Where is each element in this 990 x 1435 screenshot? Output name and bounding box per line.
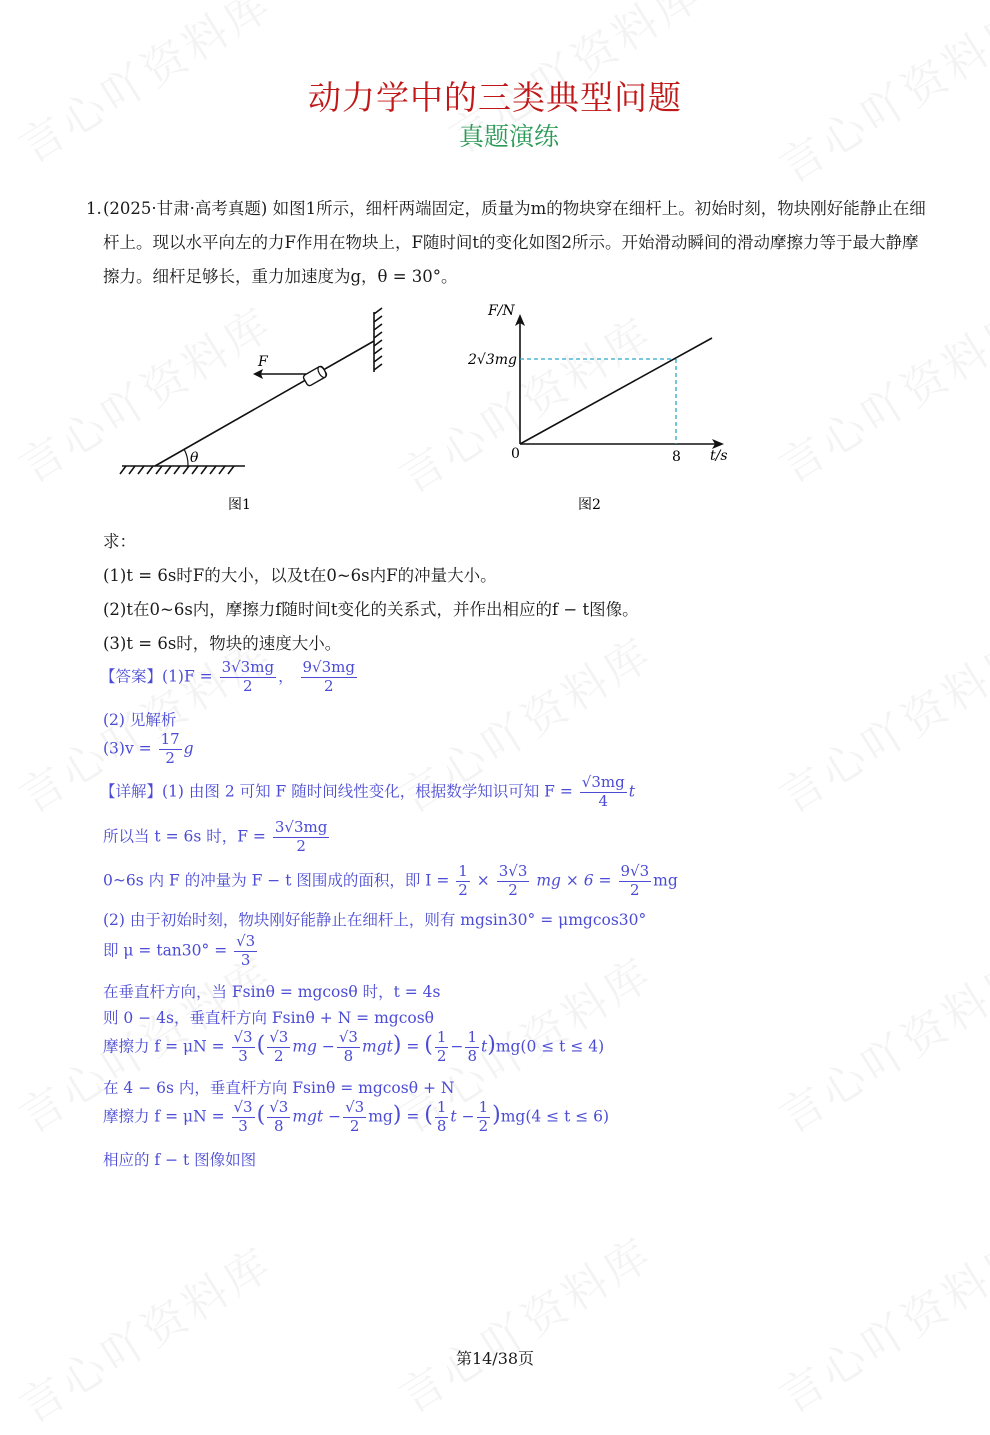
x-axis-label: t/s — [710, 448, 728, 464]
watermark — [5, 1229, 283, 1435]
figure-1 — [110, 300, 410, 525]
solution-l10-fraction-1: $\frac{√3}{3}$ — [233, 1098, 253, 1135]
solution-l10-fraction-2: $\frac{√3}{8}$ — [269, 1098, 289, 1135]
solution-l10-eq: = — [406, 1107, 420, 1126]
angle-arc — [184, 449, 188, 466]
solution-l3-end: mg — [653, 871, 678, 890]
solution-line-9: 在 4 − 6s 内，垂直杆方向 Fsinθ = mgcosθ + N — [103, 1079, 455, 1097]
question-part-1: (1)t = 6s时F的大小，以及t在0~6s内F的冲量大小。 — [103, 566, 497, 585]
solution-l10-fraction-5: $\frac{1}{2}$ — [478, 1098, 489, 1135]
hatch-mark — [374, 340, 382, 346]
solution-l2-fraction: $\frac{3√3mg}{2}$ — [274, 818, 328, 855]
force-label: F — [258, 354, 268, 370]
figure-2 — [460, 298, 750, 523]
solution-l8-mgt: mgt — [361, 1037, 393, 1056]
solution-l8-range: mg(0 ≤ t ≤ 4) — [495, 1037, 605, 1056]
solution-l10-fraction-4: $\frac{1}{8}$ — [436, 1098, 447, 1135]
page-subtitle: 真题演练 — [458, 122, 559, 151]
solution-l1-suffix: t — [628, 782, 635, 801]
answer-line-2: (2) 见解析 — [103, 711, 177, 729]
hatch-mark — [374, 308, 382, 314]
hatch-mark — [147, 466, 153, 474]
solution-line-2 — [103, 820, 331, 855]
hatch-mark — [228, 466, 234, 474]
solution-l10-text: 摩擦力 f = μN = — [103, 1107, 225, 1126]
x-tick-label: 8 — [672, 449, 681, 465]
solution-l8-mid: mg − — [292, 1037, 335, 1056]
solution-line-8: 摩擦力 f = μN = $\frac{√3}{3}$ ( $\frac{√3}{2}$ mg − $\frac{√3}{8}$ mgt) = ( $\frac{1}{2}$ − $\frac{1}{8}$ t)mg(0 ≤ t ≤ 4) — [103, 1028, 605, 1065]
solution-tag: 【详解】 — [100, 782, 163, 801]
answer-p1-fraction-b: $\frac{9√3mg}{2}$ — [302, 658, 355, 695]
question-ask: 求： — [103, 532, 136, 551]
solution-l5-fraction: $\frac{√3}{3}$ — [236, 932, 256, 969]
solution-line-4: (2) 由于初始时刻，物块刚好能静止在细杆上，则有 mgsin30° = μmgcos30° — [103, 911, 647, 929]
origin-label: 0 — [511, 446, 520, 462]
wall-hatch — [374, 308, 382, 372]
answer-p1-separator: ， — [278, 667, 294, 686]
solution-l1-text: (1) 由图 2 可知 F 随时间线性变化，根据数学知识可知 F = — [162, 782, 573, 801]
question-number: 1. — [86, 199, 102, 218]
y-tick-label: 2√3mg — [468, 352, 517, 368]
hatch-mark — [374, 364, 382, 370]
answer-p3-suffix: g — [183, 739, 194, 758]
solution-l2-text: 所以当 t = 6s 时，F = — [103, 827, 266, 846]
solution-l3-times: × — [476, 871, 490, 890]
watermark — [765, 619, 990, 826]
solution-l8-fraction-5: $\frac{1}{8}$ — [467, 1028, 477, 1065]
hatch-mark — [374, 356, 382, 362]
solution-l10-mid: mgt − — [292, 1107, 342, 1126]
solution-line-6: 在垂直杆方向，当 Fsinθ = mgcosθ 时，t = 4s — [103, 983, 441, 1001]
solution-line-10: 摩擦力 f = μN = $\frac{√3}{3}$ ( $\frac{√3}{8}$ mgt − $\frac{√3}{2}$ mg) = ( $\frac{1}{8}$ t − $\frac{1}{2}$ )mg(4 ≤ t ≤ 6) — [103, 1098, 610, 1135]
ground-hatch — [120, 466, 245, 474]
answer-p1-fraction-a: $\frac{3√3mg}{2}$ — [221, 658, 275, 695]
question-part-3: (3)t = 6s时，物块的速度大小。 — [103, 634, 342, 653]
hatch-mark — [219, 466, 225, 474]
solution-l5-text: 即 μ = tan30° = — [103, 941, 228, 960]
answer-tag: 【答案】 — [100, 667, 163, 686]
force-line — [520, 338, 712, 444]
hatch-mark — [165, 466, 171, 474]
hatch-mark — [374, 332, 382, 338]
hatch-mark — [374, 324, 382, 330]
page-number: 第14/38页 — [455, 1349, 535, 1368]
question-text: (2025·甘肃·高考真题) 如图1所示，细杆两端固定，质量为m的物块穿在细杆上。初始时刻，物块刚好能静止在细杆上。现以水平向左的力F作用在物块上，F随时间t的变化如图2所示。开始滑动瞬间的滑动摩擦力等于最大静摩擦力。细杆足够长，重力加速度为g，θ = 30°。 — [103, 199, 926, 286]
solution-l10-mg: mg — [368, 1107, 393, 1126]
hatch-mark — [210, 466, 216, 474]
angle-label: θ — [190, 450, 199, 466]
solution-l10-range: mg(4 ≤ t ≤ 6) — [500, 1107, 610, 1126]
answer-p1-prefix: (1)F = — [162, 667, 213, 686]
solution-l3-text: 0~6s 内 F 的冲量为 F − t 图围成的面积，即 I = — [103, 871, 450, 890]
solution-l8-fraction-1: $\frac{√3}{3}$ — [233, 1028, 253, 1065]
solution-line-1 — [100, 775, 635, 810]
solution-l8-text: 摩擦力 f = μN = — [103, 1037, 225, 1056]
hatch-mark — [129, 466, 135, 474]
solution-l3-fraction-2: $\frac{3√3}{2}$ — [498, 862, 528, 899]
figure-2-caption: 图2 — [578, 497, 601, 513]
watermark — [765, 939, 990, 1146]
solution-l10-fraction-3: $\frac{√3}{2}$ — [345, 1098, 365, 1135]
hatch-mark — [138, 466, 144, 474]
hatch-mark — [374, 316, 382, 322]
question-part-2: (2)t在0~6s内，摩擦力f随时间t变化的关系式，并作出相应的f − t图像。 — [103, 600, 639, 619]
solution-l3-mid: mg × 6 = — [536, 871, 612, 890]
solution-line-5 — [103, 934, 259, 969]
solution-l8-fraction-3: $\frac{√3}{8}$ — [338, 1028, 358, 1065]
answer-line-1 — [100, 660, 359, 695]
hatch-mark — [374, 348, 382, 354]
solution-l8-fraction-2: $\frac{√3}{2}$ — [269, 1028, 289, 1065]
answer-p3-fraction: $\frac{17}{2}$ — [160, 730, 180, 767]
solution-line-11: 相应的 f − t 图像如图 — [103, 1151, 257, 1169]
hatch-mark — [156, 466, 162, 474]
watermark — [765, 289, 990, 496]
hatch-mark — [201, 466, 207, 474]
solution-l10-t-minus: t − — [450, 1107, 475, 1126]
watermark — [765, 1219, 990, 1426]
hatch-mark — [120, 466, 126, 474]
answer-p3-prefix: (3)v = — [103, 739, 152, 758]
solution-l8-t: t — [480, 1037, 488, 1056]
solution-l3-fraction-1: $\frac{1}{2}$ — [458, 862, 468, 899]
solution-line-7: 则 0 − 4s，垂直杆方向 Fsinθ + N = mgcosθ — [103, 1009, 435, 1027]
hatch-mark — [183, 466, 189, 474]
watermark — [385, 1219, 663, 1426]
answer-line-3 — [103, 732, 194, 767]
hatch-mark — [174, 466, 180, 474]
solution-l3-fraction-3: $\frac{9√3}{2}$ — [620, 862, 650, 899]
question-block — [86, 192, 926, 294]
figure-1-caption: 图1 — [228, 497, 251, 513]
y-axis-label: F/N — [488, 303, 515, 319]
page-title: 动力学中的三类典型问题 — [308, 78, 682, 117]
solution-l8-eq: = — [406, 1037, 420, 1056]
solution-l8-minus: − — [450, 1037, 464, 1056]
block — [302, 365, 327, 386]
solution-line-3 — [103, 864, 678, 899]
hatch-mark — [192, 466, 198, 474]
solution-l8-fraction-4: $\frac{1}{2}$ — [436, 1028, 447, 1065]
solution-l1-fraction: $\frac{√3mg}{4}$ — [581, 773, 625, 810]
